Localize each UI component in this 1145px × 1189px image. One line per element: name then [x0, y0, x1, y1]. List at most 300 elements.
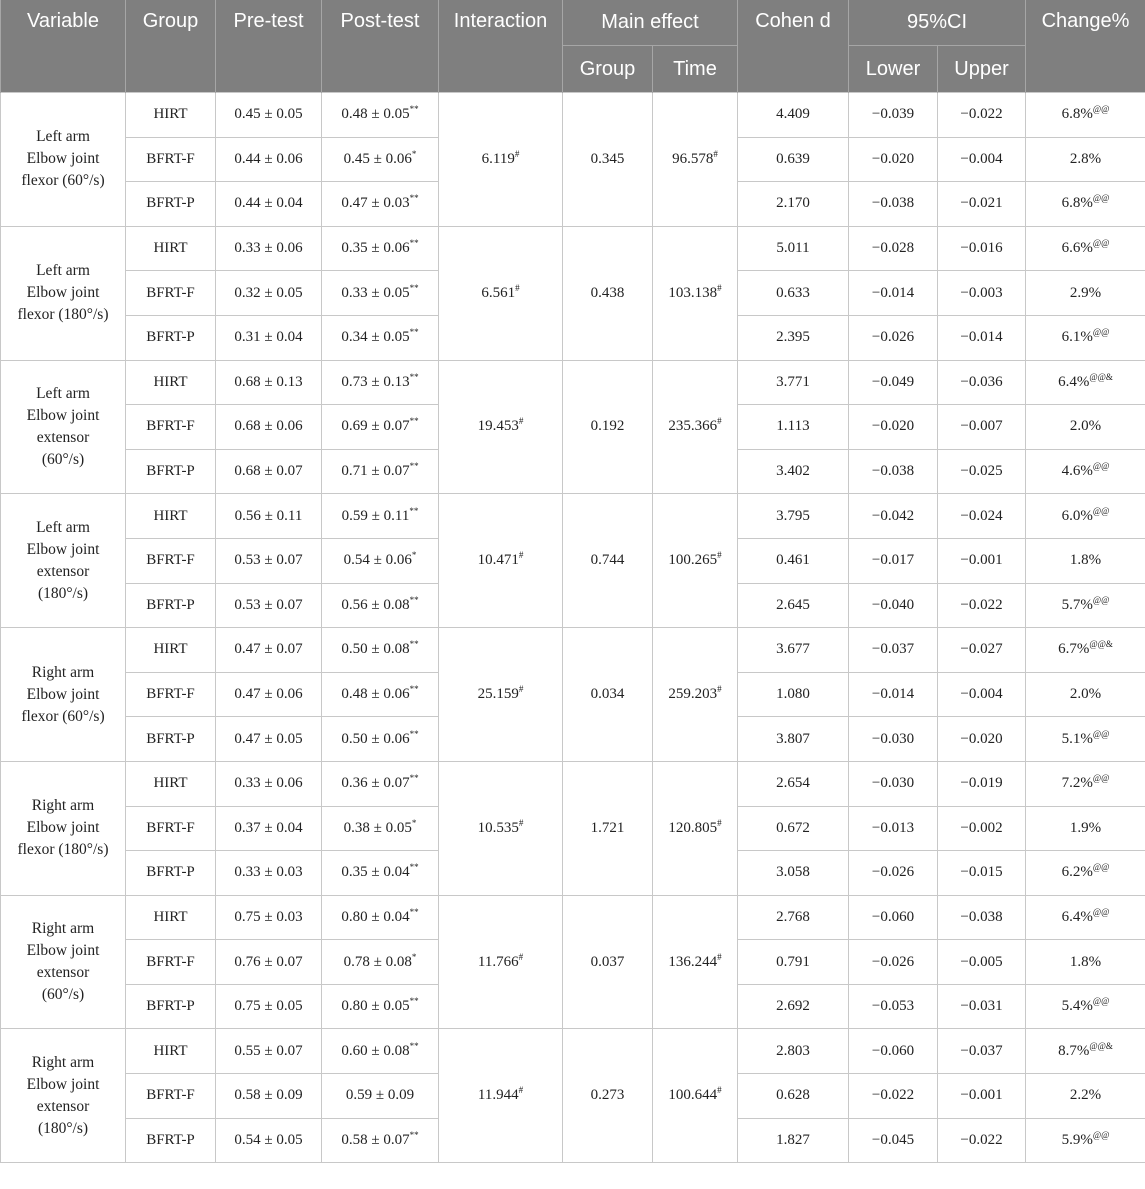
change-cell [1026, 538, 1145, 583]
pre-test-cell [216, 315, 322, 360]
post-test-cell [322, 405, 439, 450]
pre-test-cell-value: 0.44 ± 0.04 [234, 195, 303, 212]
variable-line: Right arm [31, 663, 95, 681]
change-cell-marker: @@ [1092, 1129, 1110, 1140]
post-test-cell-marker: ** [409, 1129, 419, 1140]
pre-test-cell [216, 137, 322, 182]
change-cell-value: 6.4% [1058, 373, 1090, 390]
interaction-cell-value: 6.561 [481, 284, 516, 301]
ci-upper-cell-value: −0.031 [960, 998, 1003, 1015]
variable-cell [1, 1029, 126, 1163]
ci-upper-cell [938, 137, 1026, 182]
change-cell [1026, 315, 1145, 360]
change-cell-marker: @@ [1092, 104, 1110, 115]
group-cell [126, 672, 216, 717]
ci-upper-cell [938, 449, 1026, 494]
change-cell-value: 6.1% [1061, 329, 1093, 346]
table-row [1, 226, 1145, 271]
ci-upper-cell-value: −0.016 [960, 240, 1003, 257]
main-group-cell [563, 494, 653, 628]
pre-test-cell-value: 0.45 ± 0.05 [234, 106, 303, 123]
post-test-cell-marker: ** [409, 371, 419, 382]
table-header [1, 0, 1145, 93]
ci-upper-cell-value: −0.002 [960, 819, 1003, 836]
group-cell [126, 1029, 216, 1074]
ci-upper-cell-value: −0.036 [960, 373, 1003, 390]
table-row [1, 761, 1145, 806]
main-time-cell [653, 761, 738, 895]
group-cell-value: BFRT-P [146, 1131, 195, 1148]
change-cell-value: 6.8% [1061, 195, 1093, 212]
change-cell-value: 5.9% [1061, 1131, 1093, 1148]
ci-lower-cell [849, 761, 938, 806]
change-cell [1026, 449, 1145, 494]
change-cell-value: 4.6% [1061, 463, 1093, 480]
cohen-d-cell-value: 3.771 [776, 373, 810, 390]
ci-lower-cell-value: −0.020 [871, 418, 915, 435]
change-cell [1026, 360, 1145, 405]
post-test-cell [322, 806, 439, 851]
change-cell [1026, 940, 1145, 985]
change-cell-value: 6.0% [1061, 507, 1093, 524]
group-cell [126, 1118, 216, 1163]
ci-upper-cell-value: −0.027 [960, 641, 1003, 658]
post-test-cell-marker: ** [409, 193, 419, 204]
cohen-d-cell [738, 628, 849, 673]
ci-upper-cell-value: −0.024 [960, 507, 1003, 524]
change-cell-marker: @@ [1092, 728, 1110, 739]
ci-upper-cell-value: −0.037 [960, 1042, 1003, 1059]
group-cell [126, 895, 216, 940]
interaction-cell-marker: # [514, 148, 520, 159]
group-cell-value: BFRT-F [146, 953, 195, 970]
variable-line: Elbow joint [26, 819, 100, 837]
post-test-cell-value: 0.80 ± 0.05 [341, 998, 410, 1015]
post-test-cell-marker: ** [409, 684, 419, 695]
group-cell [126, 137, 216, 182]
post-test-cell-value: 0.59 ± 0.09 [345, 1087, 415, 1104]
pre-test-cell-value: 0.68 ± 0.07 [234, 463, 303, 480]
variable-line: extensor [36, 1097, 90, 1115]
change-cell [1026, 583, 1145, 628]
cohen-d-cell [738, 672, 849, 717]
change-cell [1026, 182, 1145, 227]
post-test-cell [322, 761, 439, 806]
variable-line: Left arm [36, 262, 90, 280]
cohen-d-cell [738, 851, 849, 896]
main-group-cell [563, 226, 653, 360]
ci-upper-cell [938, 93, 1026, 138]
post-test-cell [322, 93, 439, 138]
ci-upper-cell [938, 360, 1026, 405]
main-group-cell-value: 0.438 [590, 284, 625, 301]
change-cell [1026, 806, 1145, 851]
interaction-cell-marker: # [518, 684, 524, 695]
post-test-cell [322, 1118, 439, 1163]
interaction-cell [439, 895, 563, 1029]
post-test-cell-value: 0.35 ± 0.06 [341, 240, 410, 257]
post-test-cell-marker: ** [409, 505, 419, 516]
change-cell-value: 6.8% [1061, 106, 1093, 123]
post-test-cell [322, 360, 439, 405]
post-test-cell-value: 0.34 ± 0.05 [341, 329, 410, 346]
header-main-effect: Main effect [563, 0, 738, 46]
pre-test-cell [216, 717, 322, 762]
cohen-d-cell [738, 717, 849, 762]
ci-lower-cell [849, 895, 938, 940]
interaction-cell [439, 360, 563, 494]
ci-upper-cell-value: −0.038 [960, 908, 1003, 925]
pre-test-cell-value: 0.33 ± 0.03 [234, 864, 303, 881]
change-cell [1026, 717, 1145, 762]
group-cell [126, 93, 216, 138]
post-test-cell-value: 0.36 ± 0.07 [341, 775, 410, 792]
interaction-cell-marker: # [515, 282, 520, 293]
interaction-cell-value: 11.944 [477, 1087, 519, 1104]
main-time-cell-value: 136.244 [668, 953, 718, 970]
group-cell [126, 628, 216, 673]
cohen-d-cell [738, 984, 849, 1029]
interaction-cell [439, 226, 563, 360]
pre-test-cell-value: 0.33 ± 0.06 [234, 240, 303, 257]
change-cell-value: 1.8% [1069, 552, 1102, 569]
post-test-cell [322, 851, 439, 896]
main-group-cell-value: 1.721 [590, 819, 625, 836]
ci-lower-cell-value: −0.039 [871, 106, 915, 123]
change-cell [1026, 851, 1145, 896]
ci-upper-cell [938, 315, 1026, 360]
group-cell [126, 271, 216, 316]
ci-lower-cell [849, 315, 938, 360]
group-cell-value: BFRT-P [146, 864, 195, 881]
variable-line: flexor (60°/s) [21, 172, 105, 190]
group-cell [126, 226, 216, 271]
ci-upper-cell [938, 1029, 1026, 1074]
group-cell-value: BFRT-P [146, 596, 195, 613]
post-test-cell-marker: * [411, 951, 417, 962]
ci-lower-cell-value: −0.026 [871, 329, 915, 346]
post-test-cell-marker: ** [409, 639, 419, 650]
ci-lower-cell-value: −0.038 [871, 463, 915, 480]
group-cell [126, 315, 216, 360]
ci-upper-cell-value: −0.022 [960, 1131, 1003, 1148]
ci-lower-cell-value: −0.020 [871, 150, 915, 167]
interaction-cell [439, 628, 563, 762]
post-test-cell-marker: * [411, 550, 417, 561]
variable-line: Right arm [31, 1053, 95, 1071]
ci-lower-cell [849, 672, 938, 717]
cohen-d-cell [738, 137, 849, 182]
main-time-cell-value: 103.138 [668, 284, 718, 301]
header-main-time: Time [653, 46, 738, 93]
variable-line: (60°/s) [41, 986, 85, 1004]
ci-upper-cell [938, 940, 1026, 985]
pre-test-cell [216, 984, 322, 1029]
ci-upper-cell [938, 717, 1026, 762]
header-variable: Variable [1, 0, 126, 93]
pre-test-cell-value: 0.76 ± 0.07 [234, 953, 303, 970]
change-cell-marker: @@ [1092, 996, 1110, 1007]
cohen-d-cell [738, 806, 849, 851]
ci-lower-cell-value: −0.040 [871, 596, 915, 613]
change-cell-marker: @@ [1092, 862, 1110, 873]
pre-test-cell [216, 940, 322, 985]
pre-test-cell-value: 0.53 ± 0.07 [234, 552, 303, 569]
ci-lower-cell [849, 583, 938, 628]
pre-test-cell [216, 583, 322, 628]
ci-lower-cell [849, 806, 938, 851]
cohen-d-cell-value: 0.672 [776, 819, 810, 836]
pre-test-cell-value: 0.75 ± 0.03 [234, 908, 303, 925]
pre-test-cell [216, 1118, 322, 1163]
interaction-cell-marker: # [518, 1085, 524, 1096]
cohen-d-cell-value: 5.011 [776, 240, 810, 257]
ci-lower-cell-value: −0.049 [871, 373, 915, 390]
variable-line: Left arm [36, 518, 90, 536]
variable-line: Elbow joint [26, 406, 100, 424]
pre-test-cell-value: 0.44 ± 0.06 [234, 150, 303, 167]
variable-line: extensor [36, 964, 90, 982]
post-test-cell [322, 182, 439, 227]
main-time-cell [653, 494, 738, 628]
post-test-cell-marker: ** [409, 416, 419, 427]
variable-line: Elbow joint [26, 284, 100, 302]
group-cell-value: BFRT-P [146, 463, 195, 480]
interaction-cell-marker: # [518, 817, 524, 828]
cohen-d-cell [738, 360, 849, 405]
cohen-d-cell-value: 0.639 [776, 150, 810, 167]
post-test-cell-value: 0.48 ± 0.06 [341, 686, 410, 703]
variable-line: Right arm [31, 797, 95, 815]
header-ci-lower: Lower [849, 46, 938, 93]
ci-lower-cell [849, 628, 938, 673]
group-cell [126, 405, 216, 450]
ci-upper-cell-value: −0.022 [960, 106, 1003, 123]
main-time-cell-value: 96.578 [672, 150, 714, 167]
group-cell-value: BFRT-P [146, 195, 195, 212]
ci-lower-cell-value: −0.022 [871, 1087, 915, 1104]
cohen-d-cell-value: 3.677 [776, 641, 810, 658]
variable-cell [1, 628, 126, 762]
ci-upper-cell [938, 1118, 1026, 1163]
main-group-cell-value: 0.192 [590, 418, 625, 435]
interaction-cell-value: 25.159 [477, 686, 519, 703]
main-time-cell-marker: # [717, 416, 722, 427]
header-cohen-d: Cohen d [738, 0, 849, 93]
main-time-cell-value: 235.366 [668, 418, 718, 435]
group-cell-value: HIRT [153, 908, 188, 925]
post-test-cell-marker: ** [409, 773, 419, 784]
header-post-test: Post-test [322, 0, 439, 93]
group-cell-value: HIRT [153, 373, 188, 390]
cohen-d-cell-value: 2.395 [776, 329, 810, 346]
post-test-cell-marker: ** [409, 728, 419, 739]
ci-lower-cell-value: −0.013 [871, 819, 915, 836]
cohen-d-cell-value: 3.402 [776, 463, 810, 480]
main-time-cell-marker: # [717, 550, 722, 561]
post-test-cell-value: 0.35 ± 0.04 [341, 864, 410, 881]
table-row [1, 895, 1145, 940]
change-cell [1026, 137, 1145, 182]
post-test-cell [322, 315, 439, 360]
variable-line: extensor [36, 428, 90, 446]
ci-upper-cell-value: −0.025 [960, 463, 1003, 480]
change-cell-value: 2.0% [1069, 418, 1102, 435]
pre-test-cell [216, 672, 322, 717]
pre-test-cell [216, 628, 322, 673]
main-group-cell [563, 93, 653, 227]
post-test-cell [322, 137, 439, 182]
ci-lower-cell-value: −0.045 [871, 1131, 915, 1148]
post-test-cell-value: 0.59 ± 0.11 [341, 507, 410, 524]
main-time-cell-marker: # [717, 1085, 722, 1096]
ci-lower-cell-value: −0.030 [871, 775, 915, 792]
main-time-cell-value: 100.644 [668, 1087, 718, 1104]
group-cell-value: HIRT [153, 507, 188, 524]
group-cell-value: BFRT-P [146, 998, 195, 1015]
pre-test-cell-value: 0.47 ± 0.06 [234, 686, 303, 703]
change-cell-value: 6.2% [1061, 864, 1093, 881]
cohen-d-cell [738, 93, 849, 138]
cohen-d-cell-value: 2.654 [776, 775, 810, 792]
ci-lower-cell-value: −0.017 [871, 552, 915, 569]
main-group-cell-value: 0.037 [590, 953, 625, 970]
main-group-cell [563, 628, 653, 762]
interaction-cell [439, 761, 563, 895]
variable-line: Left arm [36, 384, 90, 402]
post-test-cell-value: 0.50 ± 0.08 [341, 641, 410, 658]
ci-upper-cell [938, 851, 1026, 896]
cohen-d-cell-value: 3.058 [776, 864, 810, 881]
post-test-cell-value: 0.80 ± 0.04 [341, 908, 410, 925]
pre-test-cell-value: 0.58 ± 0.09 [234, 1087, 303, 1104]
pre-test-cell [216, 538, 322, 583]
header-95ci: 95%CI [849, 0, 1026, 46]
group-cell-value: BFRT-F [146, 150, 195, 167]
change-cell [1026, 93, 1145, 138]
ci-upper-cell-value: −0.003 [960, 284, 1003, 301]
post-test-cell-marker: * [411, 148, 417, 159]
variable-cell [1, 895, 126, 1029]
variable-cell [1, 761, 126, 895]
pre-test-cell [216, 895, 322, 940]
change-cell-value: 2.9% [1069, 284, 1102, 301]
group-cell-value: BFRT-F [146, 284, 195, 301]
pre-test-cell [216, 449, 322, 494]
variable-line: Elbow joint [26, 540, 100, 558]
pre-test-cell-value: 0.75 ± 0.05 [234, 998, 303, 1015]
group-cell [126, 984, 216, 1029]
ci-upper-cell-value: −0.020 [960, 730, 1003, 747]
pre-test-cell-value: 0.47 ± 0.05 [234, 730, 303, 747]
ci-upper-cell [938, 806, 1026, 851]
pre-test-cell [216, 360, 322, 405]
ci-lower-cell-value: −0.026 [871, 953, 915, 970]
change-cell [1026, 895, 1145, 940]
table-row [1, 360, 1145, 405]
change-cell-value: 2.2% [1069, 1087, 1102, 1104]
group-cell-value: HIRT [153, 106, 188, 123]
change-cell [1026, 226, 1145, 271]
variable-line: flexor (180°/s) [17, 841, 109, 859]
main-group-cell [563, 761, 653, 895]
main-time-cell [653, 895, 738, 1029]
ci-lower-cell [849, 984, 938, 1029]
group-cell-value: BFRT-F [146, 1087, 195, 1104]
header-interaction: Interaction [439, 0, 563, 93]
change-cell-marker: @@ [1092, 773, 1110, 784]
ci-upper-cell-value: −0.001 [960, 552, 1003, 569]
main-time-cell-marker: # [717, 684, 722, 695]
interaction-cell-value: 6.119 [481, 150, 515, 167]
group-cell [126, 761, 216, 806]
cohen-d-cell [738, 182, 849, 227]
cohen-d-cell-value: 3.795 [776, 507, 810, 524]
cohen-d-cell-value: 0.633 [776, 284, 810, 301]
ci-upper-cell [938, 583, 1026, 628]
group-cell [126, 851, 216, 896]
change-cell-value: 1.8% [1069, 953, 1102, 970]
ci-lower-cell [849, 93, 938, 138]
ci-upper-cell [938, 672, 1026, 717]
table-row [1, 93, 1145, 138]
variable-line: Elbow joint [26, 942, 100, 960]
change-cell [1026, 1029, 1145, 1074]
post-test-cell-value: 0.73 ± 0.13 [341, 373, 410, 390]
pre-test-cell [216, 271, 322, 316]
change-cell [1026, 628, 1145, 673]
cohen-d-cell-value: 2.768 [776, 908, 810, 925]
ci-lower-cell-value: −0.030 [871, 730, 915, 747]
post-test-cell-value: 0.50 ± 0.06 [341, 730, 410, 747]
ci-lower-cell-value: −0.060 [871, 908, 915, 925]
post-test-cell-marker: ** [409, 282, 419, 293]
table-row [1, 628, 1145, 673]
ci-upper-cell-value: −0.005 [960, 953, 1003, 970]
cohen-d-cell-value: 1.827 [776, 1131, 810, 1148]
pre-test-cell-value: 0.68 ± 0.13 [234, 373, 303, 390]
cohen-d-cell [738, 494, 849, 539]
ci-lower-cell-value: −0.038 [871, 195, 915, 212]
pre-test-cell-value: 0.32 ± 0.05 [234, 284, 303, 301]
main-time-cell-value: 259.203 [668, 686, 718, 703]
post-test-cell [322, 940, 439, 985]
ci-upper-cell-value: −0.015 [960, 864, 1003, 881]
change-cell [1026, 271, 1145, 316]
post-test-cell-value: 0.54 ± 0.06 [343, 552, 412, 569]
change-cell [1026, 1118, 1145, 1163]
cohen-d-cell [738, 449, 849, 494]
main-time-cell-value: 120.805 [668, 819, 718, 836]
main-group-cell [563, 360, 653, 494]
pre-test-cell [216, 851, 322, 896]
ci-upper-cell-value: −0.004 [960, 150, 1003, 167]
pre-test-cell-value: 0.54 ± 0.05 [234, 1131, 303, 1148]
ci-lower-cell-value: −0.014 [871, 284, 915, 301]
cohen-d-cell-value: 0.461 [776, 552, 810, 569]
pre-test-cell [216, 405, 322, 450]
table-row [1, 494, 1145, 539]
pre-test-cell-value: 0.55 ± 0.07 [234, 1042, 303, 1059]
pre-test-cell [216, 494, 322, 539]
interaction-cell [439, 1029, 563, 1163]
cohen-d-cell [738, 315, 849, 360]
main-time-cell [653, 1029, 738, 1163]
ci-upper-cell-value: −0.022 [960, 596, 1003, 613]
change-cell-value: 5.4% [1061, 998, 1093, 1015]
post-test-cell-value: 0.33 ± 0.05 [341, 284, 410, 301]
post-test-cell-marker: ** [409, 327, 419, 338]
